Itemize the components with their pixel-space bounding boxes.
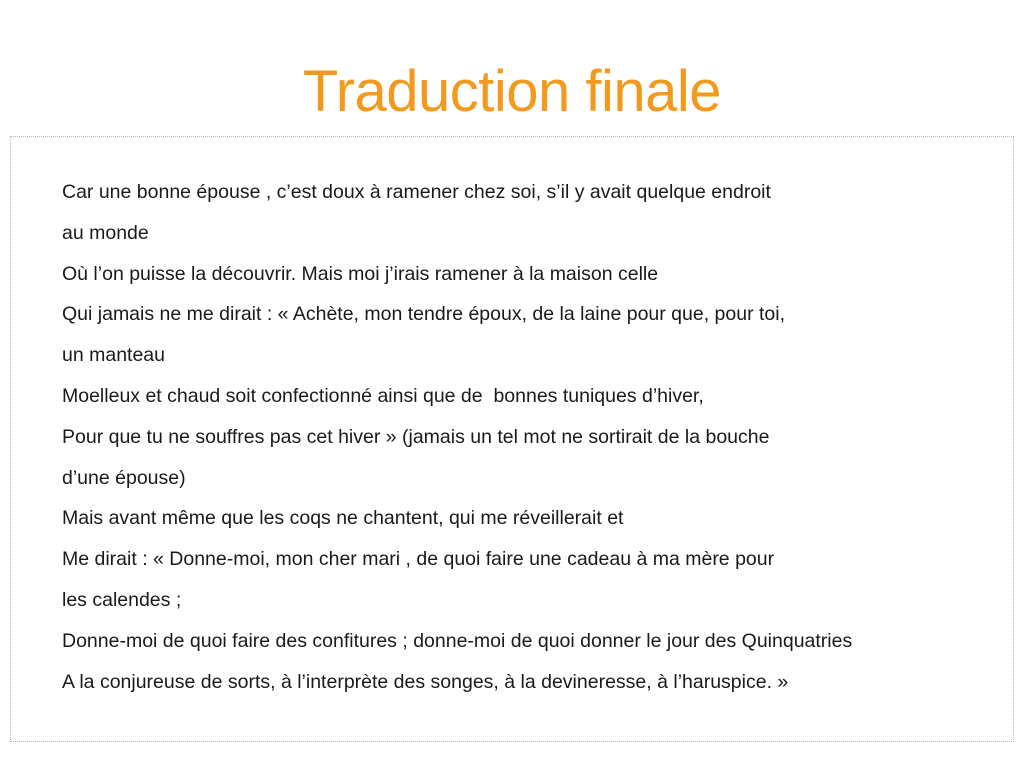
text-line: Où l’on puisse la découvrir. Mais moi j’irais ramener à la maison celle [62,262,659,285]
text-line: Mais avant même que les coqs ne chantent, qui me réveillerait et [62,507,624,530]
text-line: A la conjureuse de sorts, à l’interprète des songes, à la devineresse, à l’haruspice. » [62,670,789,693]
text-line: Qui jamais ne me dirait : « Achète, mon tendre époux, de la laine pour que, pour toi, [62,303,786,326]
text-line: les calendes ; [62,588,182,611]
slide-title: Traduction finale [302,59,722,124]
text-line: au monde [62,221,149,244]
text-line: Me dirait : « Donne-moi, mon cher mari , de quoi faire une cadeau à ma mère pour [62,548,775,571]
text-line: d’une épouse) [62,466,186,489]
translation-text [62,174,1012,704]
text-line: Car une bonne épouse , c’est doux à ramener chez soi, s’il y avait quelque endroit [62,181,771,203]
text-line: un manteau [62,344,165,367]
text-line: Donne-moi de quoi faire des confitures ; donne-moi de quoi donner le jour des Quinquatries [62,629,853,652]
text-line: Moelleux et chaud soit confectionné ainsi que de bonnes tuniques d’hiver, [62,384,704,407]
text-line: Pour que tu ne souffres pas cet hiver » (jamais un tel mot ne sortirait de la bouche [62,425,770,448]
